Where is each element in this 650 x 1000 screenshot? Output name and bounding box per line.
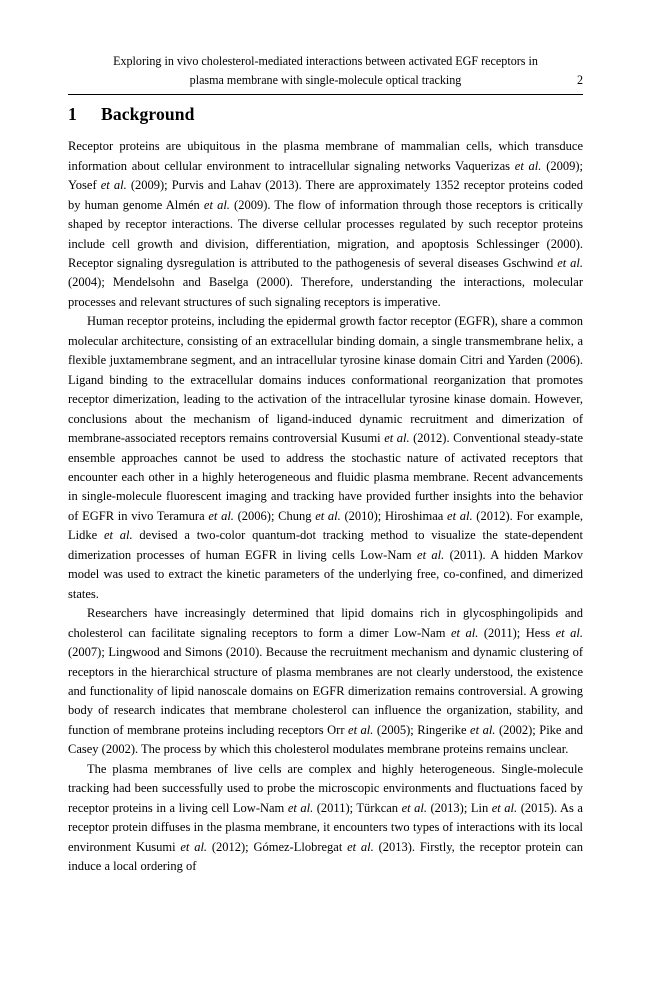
latin-abbreviation: et al. <box>348 722 374 737</box>
latin-abbreviation: et al. <box>401 800 427 815</box>
latin-abbreviation: et al. <box>203 197 230 212</box>
latin-abbreviation: et al. <box>447 508 473 523</box>
paragraph-4: The plasma membranes of live cells are complex and highly heterogeneous. Single-molecule tracking had been successfully used to probe the microscopic environments and fluctuations faced by receptor proteins in a living cell Low-Nam et al. (2011); Türkcan et al. (2013); Lin et al. (2015). As a receptor protein diffuses in the plasma membrane, it encounters two types of interactions with its local environment Kusumi et al. (2012); Gómez-Llobregat et al. (2013). Firstly, the receptor protein can induce a local ordering of <box>68 761 583 874</box>
running-header-line-1: Exploring in vivo cholesterol-mediated interactions between activated EGF receptors in <box>113 54 538 68</box>
paragraph-1: Receptor proteins are ubiquitous in the plasma membrane of mammalian cells, which transduce information about cellular environment to intracellular signaling networks Vaquerizas et al. (2009); Yosef et al. (2009); Purvis and Lahav (2013). There are approximately 1352 receptor proteins coded by human genome Almén et al. (2009). The flow of information through those receptors is critically shaped by receptor interactions. The diverse cellular processes regulated by such receptor proteins include cell growth and division, differentiation, migration, and apoptosis Schlessinger (2000). Receptor signaling dysregulation is attributed to the pathogenesis of several diseases Gschwind et al. (2004); Mendelsohn and Baselga (2000). Therefore, understanding the interactions, molecular processes and relevant structures of such signaling receptors is imperative. <box>68 139 584 309</box>
page-content <box>68 52 583 877</box>
latin-abbreviation: et al. <box>208 508 234 523</box>
latin-abbreviation: et al. <box>491 800 518 815</box>
section-number: 1 <box>68 104 77 125</box>
latin-abbreviation: et al. <box>417 547 445 562</box>
latin-abbreviation: et al. <box>514 158 542 173</box>
body-text <box>68 137 583 876</box>
page-number: 2 <box>576 73 583 88</box>
latin-abbreviation: et al. <box>384 431 410 446</box>
section-heading <box>68 103 583 125</box>
latin-abbreviation: et al. <box>557 256 584 271</box>
paragraph-3: Researchers have increasingly determined that lipid domains rich in glycosphingolipids and cholesterol can facilitate signaling receptors to form a dimer Low-Nam et al. (2011); Hess et al. (2007); Lingwood and Simons (2010). Because the recruitment mechanism and dynamic clustering of receptors in the hierarchical structure of plasma membranes are not clearly understood, the existence and functionality of lipid nanoscale domains on EGFR dimerization remains controversial. A growing body of research indicates that membrane cholesterol can influence the organization, stability, and function of membrane proteins including receptors Orr et al. (2005); Ringerike et al. (2002); Pike and Casey (2002). The process by which this cholesterol modulates membrane proteins remains unclear. <box>68 606 584 757</box>
paragraph-2: Human receptor proteins, including the epidermal growth factor receptor (EGFR), share a common molecular architecture, consisting of an extracellular binding domain, a single transmembrane helix, a flexible juxtamembrane segment, and an intracellular tyrosine kinase domain Citri and Yarden (2006). Ligand binding to the extracellular domains induces conformational reorganization that promotes receptor dimerization, leading to the activation of the intracellular tyrosine kinase domain. However, conclusions about the mechanism of ligand-induced dynamic recruitment and dimerization of membrane-associated receptors remains controversial Kusumi et al. (2012). Conventional steady-state ensemble approaches cannot be used to address the stochastic nature of activated receptors that encounter each other in a highly heterogeneous and fluidic plasma membrane. Recent advancements in single-molecule fluorescent imaging and tracking have provided further insights into the behavior of EGFR in vivo Teramura et al. (2006); Chung et al. (2010); Hiroshimaa et al. (2012). For example, Lidke et al. devised a two-color quantum-dot tracking method to visualize the state-dependent dimerization processes of human EGFR in living cells Low-Nam et al. (2011). A hidden Markov model was used to extract the kinetic parameters of the underlying free, co-confined, and dimerized states. <box>68 314 584 601</box>
latin-abbreviation: et al. <box>555 625 583 640</box>
running-header <box>68 52 583 93</box>
latin-abbreviation: et al. <box>180 839 208 854</box>
latin-abbreviation: et al. <box>315 508 341 523</box>
section-title: Background <box>101 104 195 125</box>
latin-abbreviation: et al. <box>100 178 127 193</box>
latin-abbreviation: et al. <box>287 800 314 815</box>
running-header-line-2: plasma membrane with single-molecule optical tracking <box>189 73 462 88</box>
latin-abbreviation: et al. <box>103 528 133 543</box>
latin-abbreviation: et al. <box>347 839 374 854</box>
latin-abbreviation: et al. <box>450 625 479 640</box>
header-divider <box>68 94 583 95</box>
latin-abbreviation: et al. <box>470 722 496 737</box>
